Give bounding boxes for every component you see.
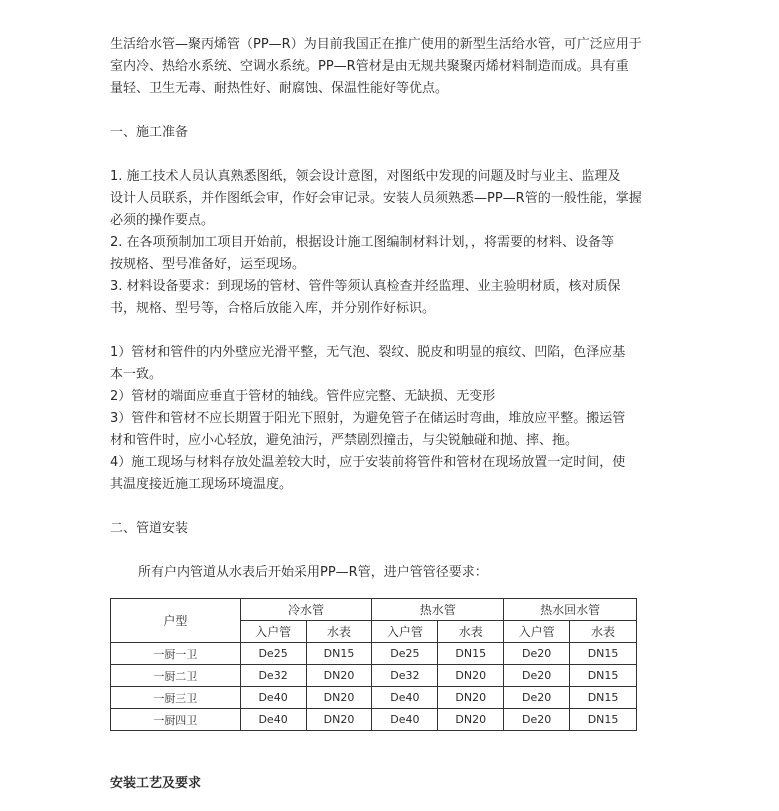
table-header-row: [111, 599, 637, 621]
table-cell: 一厨四卫: [111, 709, 241, 731]
table-cell: DN20: [306, 687, 372, 709]
installation-intro: 所有户内管道从水表后开始采用PP—R管，进户管管径要求：: [138, 565, 488, 580]
table-cell: DN15: [306, 643, 372, 665]
text-line: 必须的操作要点。: [110, 213, 215, 228]
text-line: 其温度接近施工现场环境温度。: [110, 477, 293, 492]
table-cell: De40: [372, 709, 438, 731]
table-row: [111, 687, 637, 709]
table-cell: De20: [504, 665, 570, 687]
text-line: 1）管材和管件的内外壁应光滑平整，无气泡、裂纹、脱皮和明显的痕纹、凹陷，色泽应基: [110, 345, 626, 360]
table-cell: De32: [240, 665, 306, 687]
text-line: 3）管件和管材不应长期置于阳光下照射，为避免管子在储运时弯曲，堆放应平整。搬运管: [110, 411, 626, 426]
table-cell: DN20: [306, 665, 372, 687]
table-cell: 一厨一卫: [111, 643, 241, 665]
pipe-size-table: [110, 598, 637, 731]
table-cell: De40: [240, 709, 306, 731]
subheader-cell: 水表: [438, 621, 504, 643]
text-line: 本一致。: [110, 367, 163, 382]
table-cell: De20: [504, 709, 570, 731]
table-cell: DN20: [438, 709, 504, 731]
text-line: 2）管材的端面应垂直于管材的轴线。管件应完整、无缺损、无变形: [110, 389, 496, 404]
preparation-items: [110, 166, 670, 320]
header-hot-water: 热水管: [372, 599, 504, 621]
table-row: [111, 709, 637, 731]
table-cell: DN20: [306, 709, 372, 731]
text-line: 材和管件时，应小心轻放，避免油污，严禁剧烈撞击，与尖锐触碰和抛、摔、拖。: [110, 433, 579, 448]
text-line: 2. 在各项预制加工项目开始前，根据设计施工图编制材料计划，，将需要的材料、设备等: [110, 235, 615, 250]
header-unit-type: 户型: [111, 599, 241, 643]
table-cell: De25: [240, 643, 306, 665]
subheader-cell: 入户管: [504, 621, 570, 643]
table-row: [111, 665, 637, 687]
text-line: 书，规格、型号等，合格后放能入库，并分别作好标识。: [110, 301, 436, 316]
section-heading-installation: 二、管道安装: [110, 521, 189, 536]
table-cell: DN15: [570, 687, 637, 709]
subheader-cell: 水表: [306, 621, 372, 643]
table-cell: DN15: [570, 665, 637, 687]
header-hot-return: 热水回水管: [504, 599, 637, 621]
table-row: [111, 643, 637, 665]
table-cell: DN15: [438, 643, 504, 665]
text-line: 设计人员联系，并作图纸会审，作好会审记录。安装人员须熟悉—PP—R管的一般性能，掌握: [110, 191, 642, 206]
subheader-cell: 水表: [570, 621, 637, 643]
text-line: 1. 施工技术人员认真熟悉图纸，领会设计意图，对图纸中发现的问题及时与业主、监理及: [110, 169, 621, 184]
table-cell: DN20: [438, 665, 504, 687]
intro-line: 室内冷、热给水系统、空调水系统。PP—R管材是由无规共聚聚丙烯材料制造而成。具有重: [110, 59, 629, 74]
table-cell: De40: [372, 687, 438, 709]
table-cell: DN15: [570, 643, 637, 665]
intro-paragraph: [110, 34, 670, 100]
section-heading-preparation: 一、施工准备: [110, 125, 189, 140]
text-line: 按规格、型号准备好，运至现场。: [110, 257, 306, 272]
intro-line: 生活给水管—聚丙烯管（PP—R）为目前我国正在推广使用的新型生活给水管，可广泛应用于: [110, 37, 642, 52]
table-cell: De32: [372, 665, 438, 687]
text-line: 4）施工现场与材料存放处温差较大时，应于安装前将管件和管材在现场放置一定时间，使: [110, 455, 626, 470]
intro-line: 量轻、卫生无毒、耐热性好、耐腐蚀、保温性能好等优点。: [110, 81, 449, 96]
table-cell: DN15: [570, 709, 637, 731]
subheader-cell: 入户管: [240, 621, 306, 643]
table-cell: DN20: [438, 687, 504, 709]
section-heading-process: 安装工艺及要求: [110, 776, 202, 791]
header-cold-water: 冷水管: [240, 599, 372, 621]
subheader-cell: 入户管: [372, 621, 438, 643]
material-requirements: [110, 342, 670, 496]
text-line: 3. 材料设备要求：到现场的管材、管件等须认真检查并经监理、业主验明材质，核对质保: [110, 279, 621, 294]
table-cell: 一厨二卫: [111, 665, 241, 687]
document-body: [110, 34, 670, 795]
table-cell: 一厨三卫: [111, 687, 241, 709]
table-cell: De25: [372, 643, 438, 665]
table-cell: De20: [504, 687, 570, 709]
table-cell: De40: [240, 687, 306, 709]
table-cell: De20: [504, 643, 570, 665]
